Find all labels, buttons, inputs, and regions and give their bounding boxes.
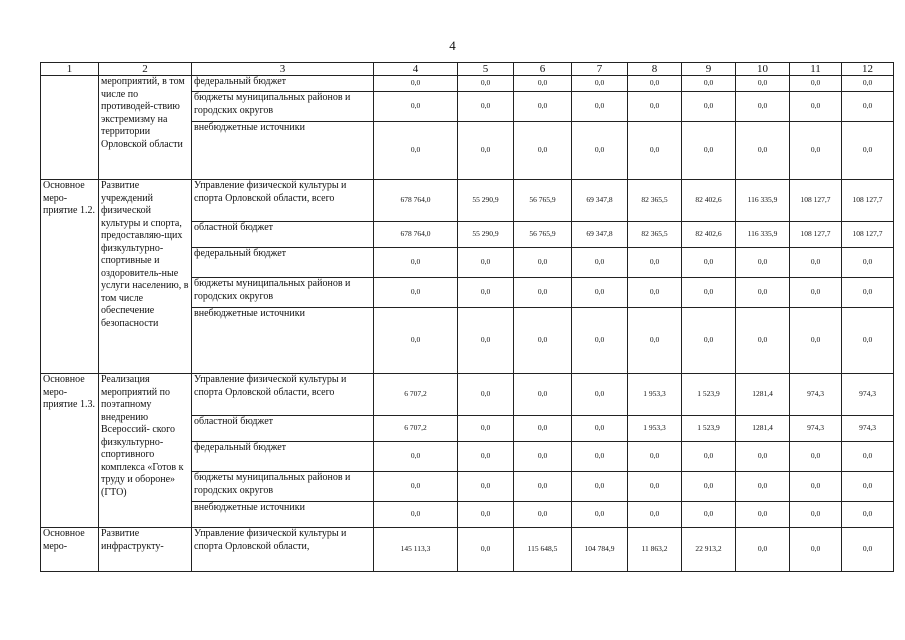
column-header: 7 [572,63,628,76]
column-header: 4 [374,63,458,76]
value-cell: 0,0 [458,248,514,278]
value-cell: 0,0 [458,122,514,180]
value-cell: 0,0 [458,374,514,416]
value-cell: 0,0 [842,76,894,92]
value-cell: 0,0 [374,92,458,122]
value-cell: 0,0 [736,528,790,572]
value-cell: 0,0 [458,278,514,308]
funding-source: Управление физической культуры и спорта Орловской области, всего [192,180,374,222]
value-cell: 0,0 [628,248,682,278]
value-cell: 104 784,9 [572,528,628,572]
funding-source: федеральный бюджет [192,442,374,472]
value-cell: 0,0 [682,502,736,528]
measure-description: Развитие учреждений физической культуры и спорта, предоставляю-щих физкультурно-спортивные и оздоровитель-ные услуги населению, в том числе обеспечение безопасности [99,180,192,374]
value-cell: 115 648,5 [514,528,572,572]
value-cell: 1 953,3 [628,416,682,442]
value-cell: 0,0 [572,76,628,92]
value-cell: 116 335,9 [736,222,790,248]
value-cell: 0,0 [790,278,842,308]
column-header: 11 [790,63,842,76]
value-cell: 0,0 [458,442,514,472]
value-cell: 0,0 [736,442,790,472]
value-cell: 1 953,3 [628,374,682,416]
value-cell: 0,0 [628,122,682,180]
value-cell: 108 127,7 [790,222,842,248]
column-header: 10 [736,63,790,76]
value-cell: 0,0 [572,374,628,416]
value-cell: 0,0 [374,472,458,502]
value-cell: 0,0 [682,248,736,278]
value-cell: 0,0 [572,472,628,502]
value-cell: 55 290,9 [458,222,514,248]
value-cell: 0,0 [842,122,894,180]
funding-source: бюджеты муниципальных районов и городских округов [192,278,374,308]
measure-label: Основное меро-приятие 1.3. [41,374,99,528]
value-cell: 0,0 [682,278,736,308]
value-cell: 0,0 [736,308,790,374]
value-cell: 56 765,9 [514,222,572,248]
value-cell: 0,0 [572,92,628,122]
funding-source: бюджеты муниципальных районов и городских округов [192,472,374,502]
value-cell: 0,0 [374,308,458,374]
value-cell: 82 402,6 [682,222,736,248]
column-header: 1 [41,63,99,76]
column-header: 6 [514,63,572,76]
value-cell: 0,0 [790,528,842,572]
value-cell: 974,3 [790,374,842,416]
value-cell: 0,0 [842,502,894,528]
value-cell: 0,0 [790,308,842,374]
table-row [41,374,894,416]
value-cell: 11 863,2 [628,528,682,572]
measure-description: мероприятий, в том числе по противодей-ствию экстремизму на территории Орловской области [99,76,192,180]
value-cell: 0,0 [790,122,842,180]
value-cell: 0,0 [458,472,514,502]
value-cell: 0,0 [842,472,894,502]
value-cell: 0,0 [458,308,514,374]
value-cell: 0,0 [572,248,628,278]
value-cell: 0,0 [458,92,514,122]
column-header: 5 [458,63,514,76]
value-cell: 0,0 [572,308,628,374]
value-cell: 0,0 [514,472,572,502]
value-cell: 82 365,5 [628,180,682,222]
column-header: 8 [628,63,682,76]
value-cell: 1 523,9 [682,416,736,442]
value-cell: 0,0 [514,374,572,416]
value-cell: 145 113,3 [374,528,458,572]
value-cell: 0,0 [572,502,628,528]
value-cell: 6 707,2 [374,416,458,442]
value-cell: 0,0 [790,502,842,528]
value-cell: 0,0 [374,122,458,180]
value-cell: 0,0 [572,278,628,308]
value-cell: 0,0 [842,278,894,308]
measure-label: Основное меро- [41,528,99,572]
value-cell: 0,0 [514,76,572,92]
value-cell: 0,0 [628,442,682,472]
value-cell: 0,0 [628,472,682,502]
value-cell: 0,0 [682,122,736,180]
table-row [41,180,894,222]
value-cell: 0,0 [514,442,572,472]
value-cell: 0,0 [790,248,842,278]
value-cell: 0,0 [374,442,458,472]
value-cell: 0,0 [790,442,842,472]
value-cell: 0,0 [628,92,682,122]
value-cell: 0,0 [842,308,894,374]
value-cell: 69 347,8 [572,222,628,248]
value-cell: 0,0 [682,472,736,502]
value-cell: 0,0 [736,248,790,278]
measure-description: Развитие инфраструкту- [99,528,192,572]
value-cell: 974,3 [842,374,894,416]
funding-source: Управление физической культуры и спорта Орловской области, всего [192,374,374,416]
value-cell: 0,0 [458,416,514,442]
value-cell: 0,0 [790,92,842,122]
value-cell: 0,0 [572,416,628,442]
value-cell: 678 764,0 [374,180,458,222]
value-cell: 0,0 [790,472,842,502]
value-cell: 0,0 [790,76,842,92]
value-cell: 82 365,5 [628,222,682,248]
value-cell: 0,0 [374,76,458,92]
measure-label: Основное меро-приятие 1.2. [41,180,99,374]
value-cell: 55 290,9 [458,180,514,222]
funding-source: Управление физической культуры и спорта Орловской области, [192,528,374,572]
value-cell: 0,0 [572,442,628,472]
column-header: 12 [842,63,894,76]
table-row [41,76,894,92]
value-cell: 0,0 [458,502,514,528]
value-cell: 1 523,9 [682,374,736,416]
column-header: 2 [99,63,192,76]
funding-source: бюджеты муниципальных районов и городских округов [192,92,374,122]
funding-source: внебюджетные источники [192,122,374,180]
value-cell: 678 764,0 [374,222,458,248]
value-cell: 0,0 [736,92,790,122]
value-cell: 1281,4 [736,416,790,442]
table-row [41,528,894,572]
value-cell: 0,0 [842,92,894,122]
value-cell: 0,0 [628,502,682,528]
value-cell: 116 335,9 [736,180,790,222]
value-cell: 108 127,7 [790,180,842,222]
value-cell: 1281,4 [736,374,790,416]
column-header: 9 [682,63,736,76]
funding-source: внебюджетные источники [192,308,374,374]
value-cell: 6 707,2 [374,374,458,416]
funding-source: областной бюджет [192,416,374,442]
value-cell: 0,0 [682,308,736,374]
value-cell: 0,0 [736,278,790,308]
value-cell: 69 347,8 [572,180,628,222]
column-header-row [41,63,894,76]
funding-source: федеральный бюджет [192,248,374,278]
measure-description: Реализация мероприятий по поэтапному внедрению Всероссий- ского физкультурно- спортивного комплекса «Готов к труду и обороне» (ГТО) [99,374,192,528]
value-cell: 0,0 [514,92,572,122]
value-cell: 974,3 [842,416,894,442]
budget-table [40,62,894,572]
value-cell: 0,0 [514,308,572,374]
value-cell: 0,0 [842,248,894,278]
value-cell: 0,0 [374,278,458,308]
value-cell: 0,0 [374,502,458,528]
value-cell: 0,0 [514,248,572,278]
value-cell: 0,0 [842,528,894,572]
value-cell: 0,0 [458,76,514,92]
value-cell: 0,0 [736,122,790,180]
value-cell: 0,0 [628,76,682,92]
column-header: 3 [192,63,374,76]
value-cell: 0,0 [842,442,894,472]
value-cell: 0,0 [628,278,682,308]
value-cell: 22 913,2 [682,528,736,572]
value-cell: 0,0 [682,76,736,92]
value-cell: 56 765,9 [514,180,572,222]
value-cell: 82 402,6 [682,180,736,222]
funding-source: федеральный бюджет [192,76,374,92]
value-cell: 0,0 [374,248,458,278]
value-cell: 108 127,7 [842,222,894,248]
value-cell: 0,0 [514,416,572,442]
value-cell: 0,0 [514,122,572,180]
value-cell: 0,0 [736,76,790,92]
value-cell: 0,0 [682,442,736,472]
value-cell: 974,3 [790,416,842,442]
value-cell: 0,0 [458,528,514,572]
value-cell: 0,0 [514,502,572,528]
value-cell: 0,0 [514,278,572,308]
value-cell: 0,0 [572,122,628,180]
value-cell: 0,0 [628,308,682,374]
value-cell: 0,0 [736,502,790,528]
page-number: 4 [449,38,456,53]
measure-label [41,76,99,180]
funding-source: внебюджетные источники [192,502,374,528]
value-cell: 0,0 [682,92,736,122]
funding-source: областной бюджет [192,222,374,248]
value-cell: 0,0 [736,472,790,502]
value-cell: 108 127,7 [842,180,894,222]
